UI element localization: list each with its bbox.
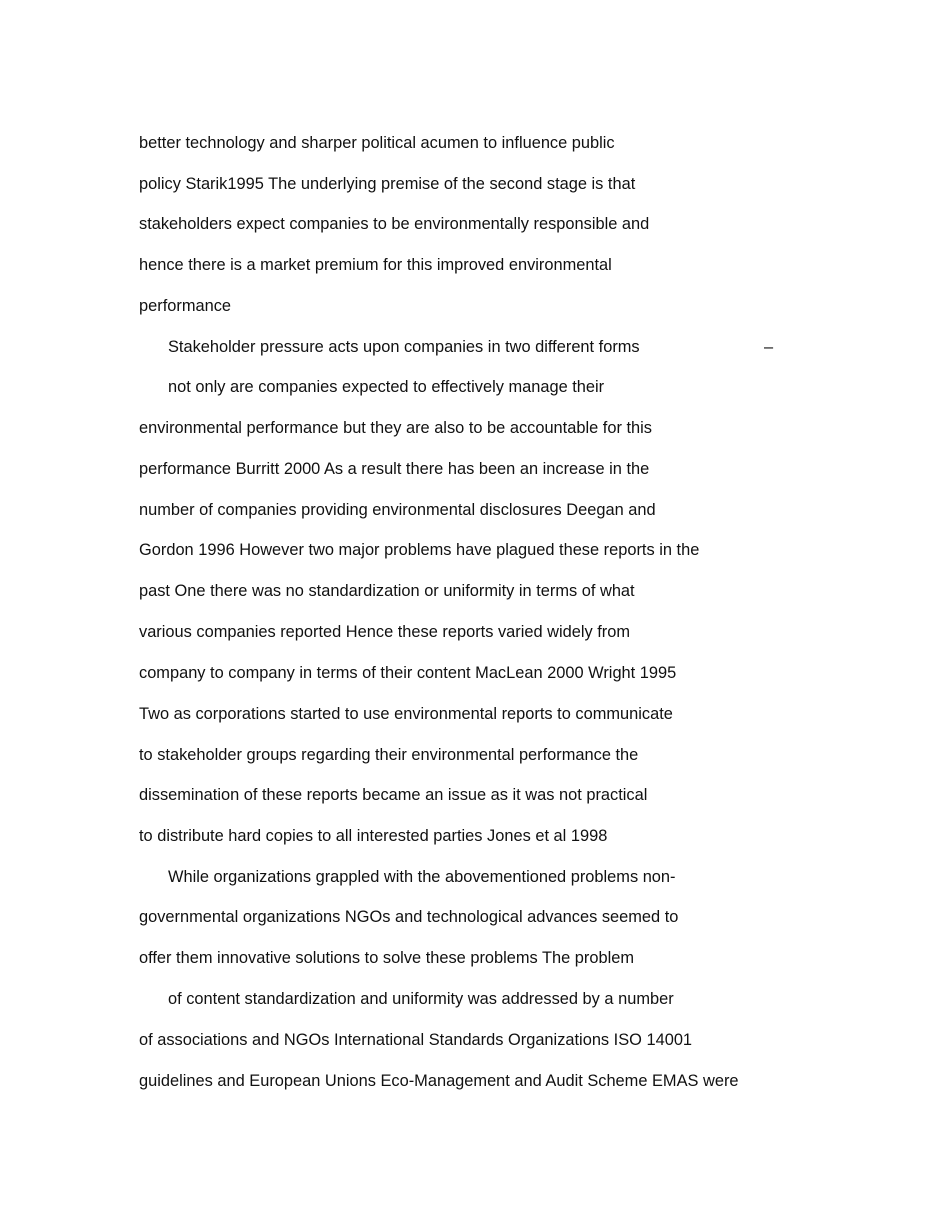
text-line: policy Starik1995 The underlying premise of the second stage is that	[139, 175, 636, 193]
text-line: dissemination of these reports became an issue as it was not practical	[139, 786, 648, 804]
text-line: to distribute hard copies to all interested parties Jones et al 1998	[139, 827, 608, 845]
text-line: company to company in terms of their content MacLean 2000 Wright 1995	[139, 664, 677, 682]
dash-mark: –	[764, 338, 774, 356]
text-line: Two as corporations started to use environmental reports to communicate	[139, 705, 673, 723]
text-line: number of companies providing environmental disclosures Deegan and	[139, 501, 656, 519]
text-line: While organizations grappled with the abovementioned problems non-	[168, 868, 676, 886]
text-line: of content standardization and uniformity was addressed by a number	[168, 990, 674, 1008]
text-line: Gordon 1996 However two major problems have plagued these reports in the	[139, 541, 700, 559]
text-line: of associations and NGOs International Standards Organizations ISO 14001	[139, 1031, 693, 1049]
text-line: guidelines and European Unions Eco-Management and Audit Scheme EMAS were	[139, 1072, 739, 1090]
text-line: Stakeholder pressure acts upon companies in two different forms	[168, 338, 640, 356]
text-line: stakeholders expect companies to be environmentally responsible and	[139, 215, 650, 233]
text-line: performance Burritt 2000 As a result there has been an increase in the	[139, 460, 650, 478]
text-line: governmental organizations NGOs and technological advances seemed to	[139, 908, 679, 926]
text-line: various companies reported Hence these reports varied widely from	[139, 623, 631, 641]
text-line: to stakeholder groups regarding their environmental performance the	[139, 746, 639, 764]
text-line: past One there was no standardization or uniformity in terms of what	[139, 582, 635, 600]
text-line: better technology and sharper political acumen to influence public	[139, 134, 615, 152]
text-line: hence there is a market premium for this improved environmental	[139, 256, 612, 274]
text-line: offer them innovative solutions to solve these problems The problem	[139, 949, 635, 967]
text-line: performance	[139, 297, 232, 315]
text-line: environmental performance but they are also to be accountable for this	[139, 419, 652, 437]
text-line: not only are companies expected to effectively manage their	[168, 378, 605, 396]
